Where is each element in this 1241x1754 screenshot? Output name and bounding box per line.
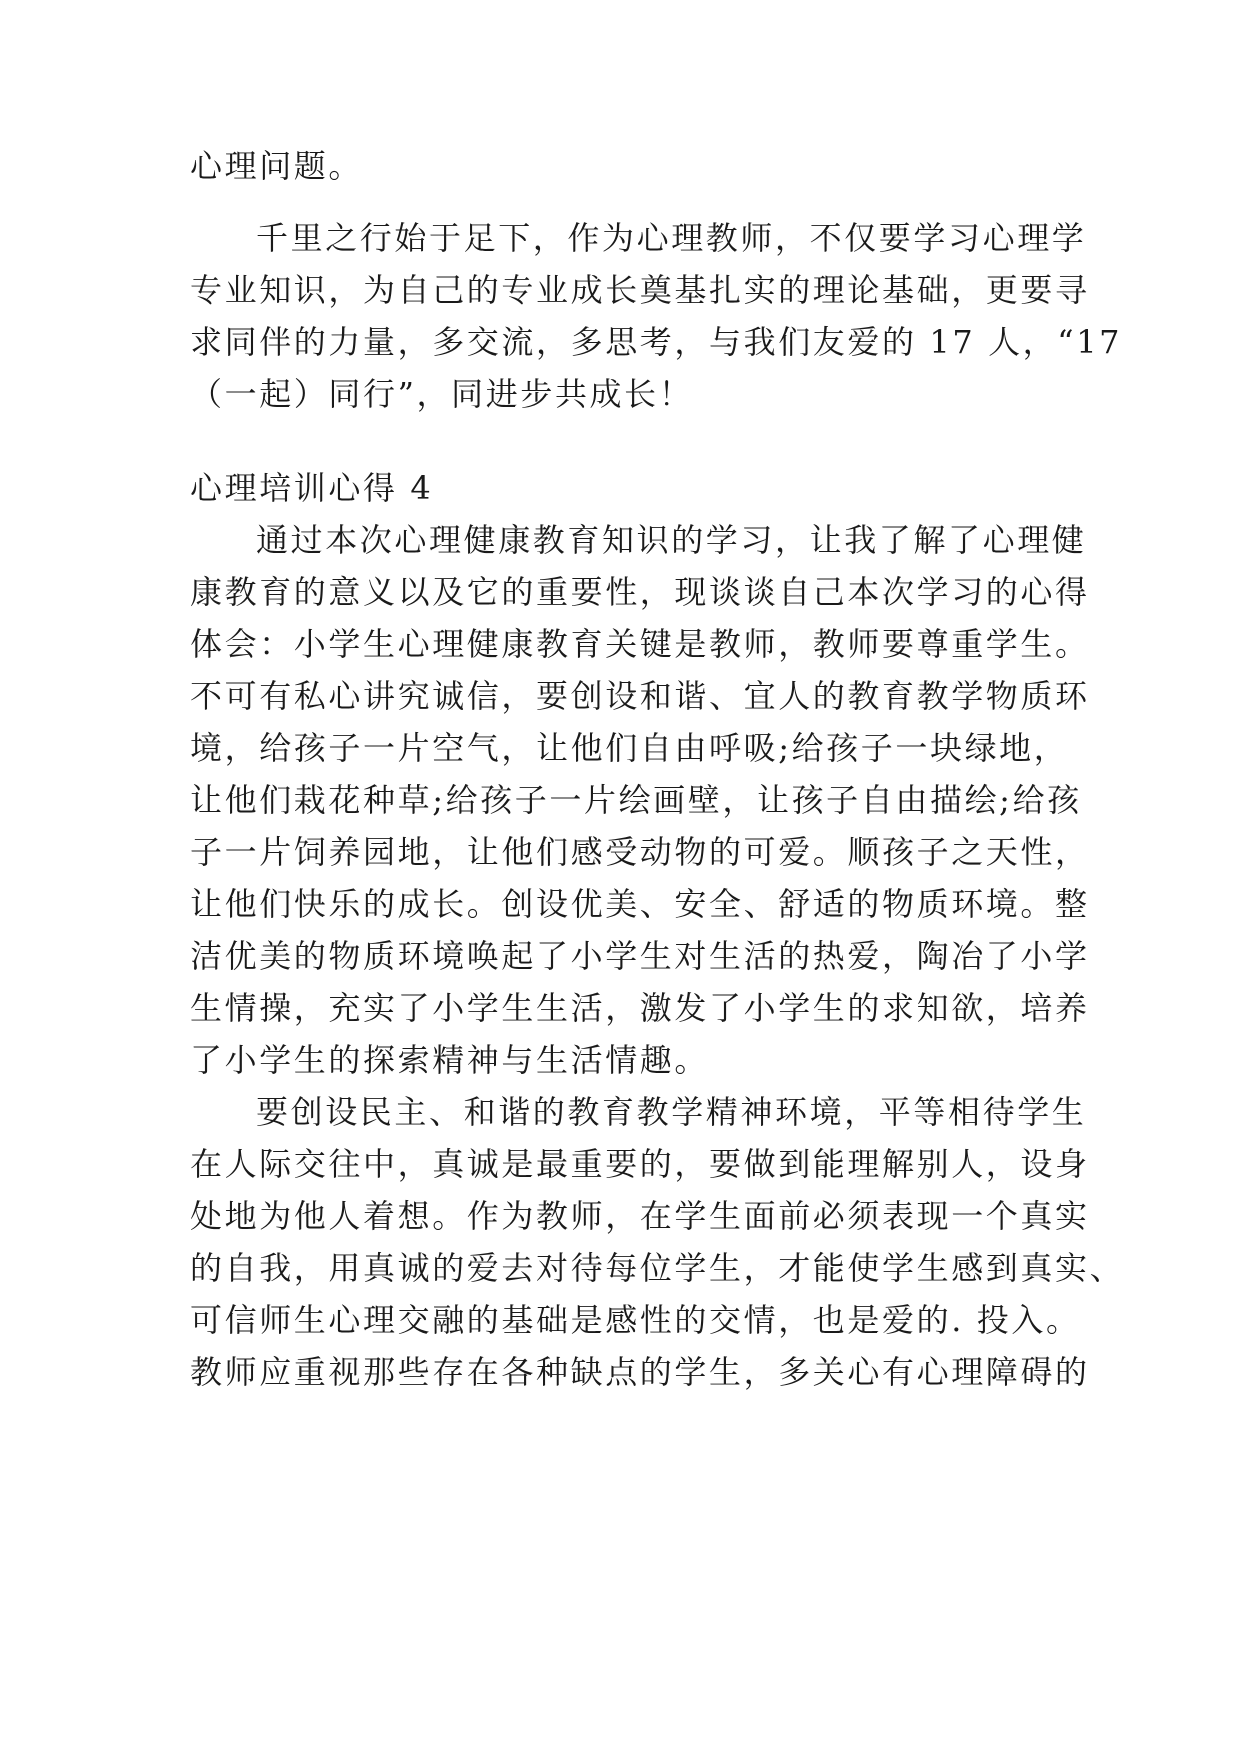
- text-line: 专业知识，为自己的专业成长奠基扎实的理论基础，更要寻: [190, 271, 1090, 309]
- text-line: 在人际交往中，真诚是最重要的，要做到能理解别人，设身: [190, 1145, 1090, 1183]
- text-line: 体会：小学生心理健康教育关键是教师，教师要尊重学生。: [190, 625, 1090, 663]
- text-line: （一起）同行”，同进步共成长！: [190, 375, 694, 413]
- text-line: 康教育的意义以及它的重要性，现谈谈自己本次学习的心得: [190, 573, 1090, 611]
- text-line: 教师应重视那些存在各种缺点的学生，多关心有心理障碍的: [190, 1353, 1090, 1391]
- text-line: 处地为他人着想。作为教师，在学生面前必须表现一个真实: [190, 1197, 1090, 1235]
- paragraph-first-line: 通过本次心理健康教育知识的学习，让我了解了心理健: [256, 521, 1087, 559]
- text-line: 可信师生心理交融的基础是感性的交情，也是爱的. 投入。: [190, 1301, 1081, 1339]
- text-line: 不可有私心讲究诚信，要创设和谐、宜人的教育教学物质环: [190, 677, 1090, 715]
- text-line: 求同伴的力量，多交流，多思考，与我们友爱的 17 人，“17: [190, 323, 1123, 361]
- text-line: 让他们快乐的成长。创设优美、安全、舒适的物质环境。整: [190, 885, 1090, 923]
- section-heading: 心理培训心得 4: [190, 469, 434, 507]
- text-line: 境，给孩子一片空气，让他们自由呼吸;给孩子一块绿地，: [190, 729, 1069, 767]
- text-line: 让他们栽花种草;给孩子一片绘画壁，让孩子自由描绘;给孩: [190, 781, 1082, 819]
- text-line: 心理问题。: [190, 147, 364, 185]
- paragraph-first-line: 千里之行始于足下，作为心理教师，不仅要学习心理学: [256, 219, 1087, 257]
- text-line: 了小学生的探索精神与生活情趣。: [190, 1041, 710, 1079]
- text-line: 洁优美的物质环境唤起了小学生对生活的热爱，陶冶了小学: [190, 937, 1090, 975]
- text-line: 的自我，用真诚的爱去对待每位学生，才能使学生感到真实、: [190, 1249, 1125, 1287]
- text-line: 子一片饲养园地，让他们感受动物的可爱。顺孩子之天性，: [190, 833, 1090, 871]
- paragraph-first-line: 要创设民主、和谐的教育教学精神环境，平等相待学生: [256, 1093, 1087, 1131]
- text-line: 生情操，充实了小学生生活，激发了小学生的求知欲，培养: [190, 989, 1090, 1027]
